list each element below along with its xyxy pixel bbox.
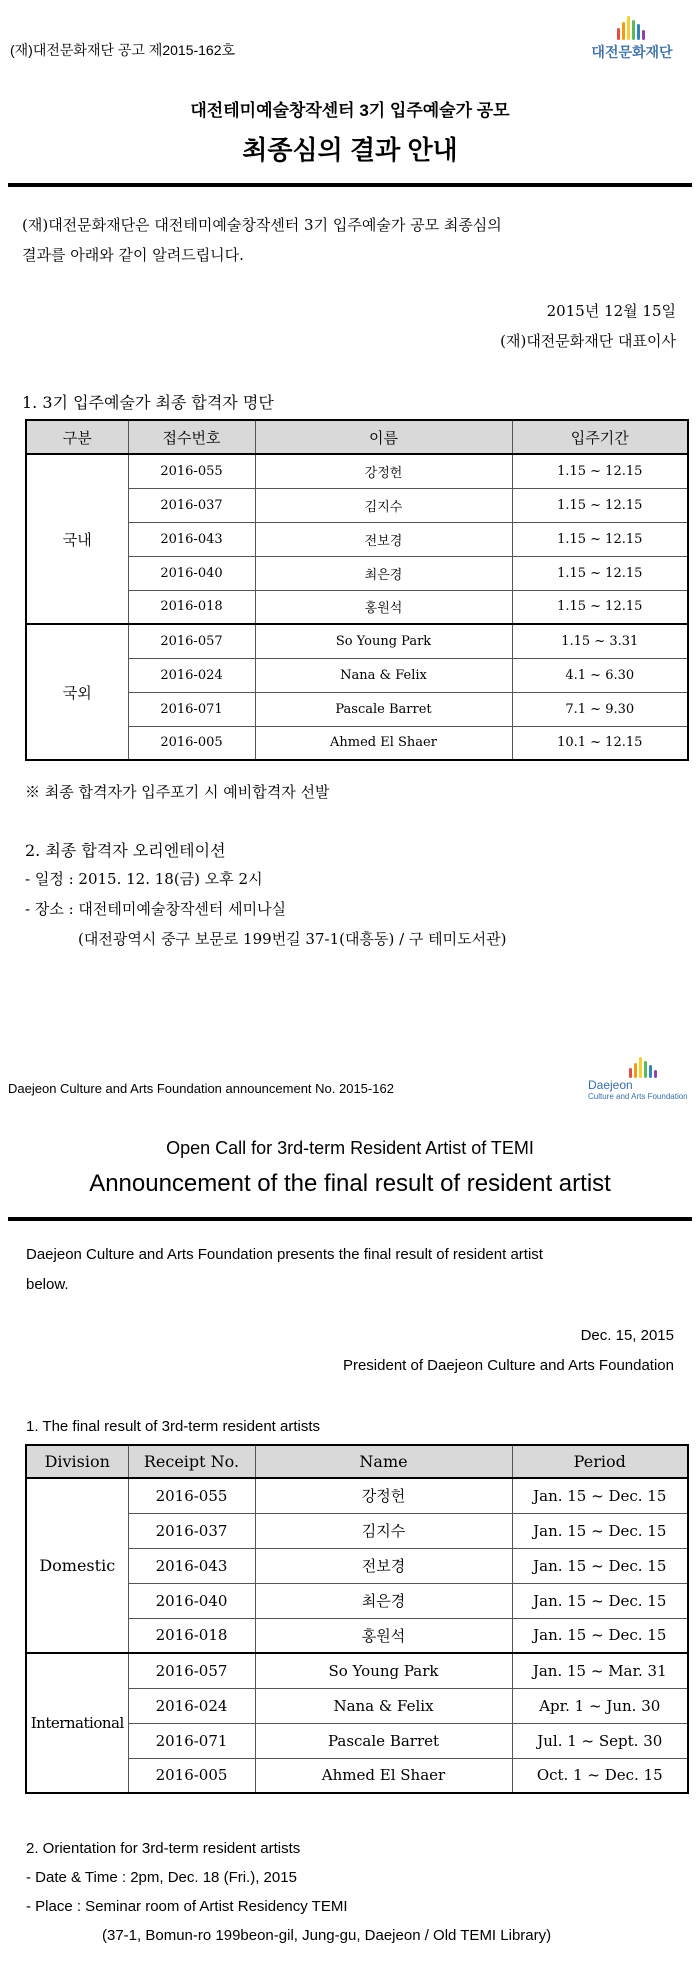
residency-period: Apr. 1 ~ Jun. 30: [512, 1688, 688, 1723]
table-row: [26, 1478, 688, 1513]
artist-name: Nana & Felix: [255, 658, 512, 692]
receipt-no: 2016-024: [128, 658, 255, 692]
logo-text-en-2: Culture and Arts Foundation: [588, 1092, 688, 1101]
col-header-period: 입주기간: [512, 420, 688, 454]
receipt-no: 2016-040: [128, 1583, 255, 1618]
notice-number-ko: (재)대전문화재단 공고 제2015-162호: [10, 42, 236, 58]
artist-name: 김지수: [255, 488, 512, 522]
artist-name: 전보경: [255, 522, 512, 556]
residency-period: Jan. 15 ~ Dec. 15: [512, 1548, 688, 1583]
residency-period: Jul. 1 ~ Sept. 30: [512, 1723, 688, 1758]
group-label-international: International: [26, 1653, 128, 1793]
foundation-logo-en: [572, 1056, 692, 1101]
artist-name: 김지수: [255, 1513, 512, 1548]
artist-name: So Young Park: [255, 624, 512, 658]
table-row: [26, 1653, 688, 1688]
residency-period: 4.1 ~ 6.30: [512, 658, 688, 692]
title-divider-en: [8, 1217, 692, 1221]
artist-name: Nana & Felix: [255, 1688, 512, 1723]
orientation-address-ko: (대전광역시 중구 보문로 199번길 37-1(대흥동) / 구 테미도서관): [78, 930, 507, 948]
receipt-no: 2016-057: [128, 1653, 255, 1688]
page-title-en: Announcement of the final result of resident artist: [89, 1170, 611, 1197]
receipt-no: 2016-071: [128, 1723, 255, 1758]
residency-period: 1.15 ~ 12.15: [512, 590, 688, 624]
artist-name: 최은경: [255, 1583, 512, 1618]
page-subtitle-en: Open Call for 3rd-term Resident Artist of TEMI: [166, 1138, 534, 1158]
intro-line-2: 결과를 아래와 같이 알려드립니다.: [22, 246, 244, 264]
orientation-address-en: (37-1, Bomun-ro 199beon-gil, Jung-gu, Daejeon / Old TEMI Library): [102, 1927, 552, 1944]
announcement-date-en: Dec. 15, 2015: [580, 1327, 674, 1344]
residency-period: Jan. 15 ~ Dec. 15: [512, 1618, 688, 1653]
receipt-no: 2016-037: [128, 1513, 255, 1548]
notice-number-en: Daejeon Culture and Arts Foundation announcement No. 2015-162: [8, 1081, 394, 1096]
receipt-no: 2016-040: [128, 556, 255, 590]
residency-period: 1.15 ~ 3.31: [512, 624, 688, 658]
page-subtitle-ko: 대전테미예술창작센터 3기 입주예술가 공모: [190, 101, 510, 120]
residency-period: 1.15 ~ 12.15: [512, 488, 688, 522]
logo-mark-icon: [629, 1056, 659, 1078]
col-header-division: 구분: [26, 420, 128, 454]
col-header-receipt: Receipt No.: [128, 1445, 255, 1478]
receipt-no: 2016-071: [128, 692, 255, 726]
table-row: [26, 624, 688, 658]
intro-line-1: Daejeon Culture and Arts Foundation presents the final result of resident artist: [26, 1246, 543, 1263]
receipt-no: 2016-024: [128, 1688, 255, 1723]
announcement-date-ko: 2015년 12월 15일: [546, 302, 676, 320]
receipt-no: 2016-057: [128, 624, 255, 658]
residency-period: 1.15 ~ 12.15: [512, 454, 688, 488]
artist-name: Ahmed El Shaer: [255, 726, 512, 760]
col-header-division: Division: [26, 1445, 128, 1478]
signer-en: President of Daejeon Culture and Arts Foundation: [342, 1357, 674, 1374]
signer-ko: (재)대전문화재단 대표이사: [500, 332, 676, 350]
receipt-no: 2016-005: [128, 1758, 255, 1793]
intro-text-ko: [22, 210, 678, 270]
artist-name: Pascale Barret: [255, 1723, 512, 1758]
page-title-ko: 최종심의 결과 안내: [242, 135, 458, 165]
residency-period: 1.15 ~ 12.15: [512, 522, 688, 556]
artist-name: 전보경: [255, 1548, 512, 1583]
artist-name: Ahmed El Shaer: [255, 1758, 512, 1793]
receipt-no: 2016-055: [128, 1478, 255, 1513]
col-header-receipt: 접수번호: [128, 420, 255, 454]
residency-period: 7.1 ~ 9.30: [512, 692, 688, 726]
intro-line-1: (재)대전문화재단은 대전테미예술창작센터 3기 입주예술가 공모 최종심의: [22, 216, 502, 234]
residency-period: Jan. 15 ~ Dec. 15: [512, 1513, 688, 1548]
residency-period: 1.15 ~ 12.15: [512, 556, 688, 590]
orientation-place-en: - Place : Seminar room of Artist Residency TEMI: [26, 1898, 348, 1915]
logo-text-ko: 대전문화재단: [591, 44, 673, 60]
col-header-name: 이름: [255, 420, 512, 454]
col-header-name: Name: [255, 1445, 512, 1478]
artist-name: 홍원석: [255, 1618, 512, 1653]
result-table-ko: [25, 419, 689, 761]
orientation-place-ko: - 장소 : 대전테미예술창작센터 세미나실: [25, 900, 287, 918]
section2-title-en: 2. Orientation for 3rd-term resident artists: [26, 1840, 301, 1857]
section1-title-ko: 1. 3기 입주예술가 최종 합격자 명단: [22, 393, 274, 412]
receipt-no: 2016-055: [128, 454, 255, 488]
orientation-schedule-en: - Date & Time : 2pm, Dec. 18 (Fri.), 2015: [26, 1869, 297, 1886]
logo-mark-icon: [617, 14, 647, 40]
receipt-no: 2016-043: [128, 1548, 255, 1583]
orientation-schedule-ko: - 일정 : 2015. 12. 18(금) 오후 2시: [25, 870, 263, 888]
artist-name: Pascale Barret: [255, 692, 512, 726]
artist-name: 강정헌: [255, 1478, 512, 1513]
table-row: [26, 454, 688, 488]
residency-period: Jan. 15 ~ Dec. 15: [512, 1478, 688, 1513]
artist-name: 최은경: [255, 556, 512, 590]
artist-name: 강정헌: [255, 454, 512, 488]
residency-period: Oct. 1 ~ Dec. 15: [512, 1758, 688, 1793]
receipt-no: 2016-018: [128, 590, 255, 624]
group-label-domestic: 국내: [26, 454, 128, 624]
receipt-no: 2016-037: [128, 488, 255, 522]
intro-line-2: below.: [26, 1276, 69, 1293]
residency-period: Jan. 15 ~ Dec. 15: [512, 1583, 688, 1618]
group-label-domestic: Domestic: [26, 1478, 128, 1653]
section1-title-en: 1. The final result of 3rd-term resident artists: [26, 1418, 321, 1435]
artist-name: So Young Park: [255, 1653, 512, 1688]
group-label-international: 국외: [26, 624, 128, 760]
logo-text-en-1: Daejeon: [588, 1078, 633, 1092]
intro-text-en: [26, 1240, 686, 1300]
artist-name: 홍원석: [255, 590, 512, 624]
receipt-no: 2016-005: [128, 726, 255, 760]
residency-period: 10.1 ~ 12.15: [512, 726, 688, 760]
receipt-no: 2016-043: [128, 522, 255, 556]
col-header-period: Period: [512, 1445, 688, 1478]
foundation-logo-ko: [572, 14, 692, 62]
selection-note-ko: ※ 최종 합격자가 입주포기 시 예비합격자 선발: [25, 783, 330, 801]
result-table-en: [25, 1444, 689, 1794]
receipt-no: 2016-018: [128, 1618, 255, 1653]
title-divider-ko: [8, 183, 692, 187]
section2-title-ko: 2. 최종 합격자 오리엔테이션: [25, 841, 226, 860]
residency-period: Jan. 15 ~ Mar. 31: [512, 1653, 688, 1688]
